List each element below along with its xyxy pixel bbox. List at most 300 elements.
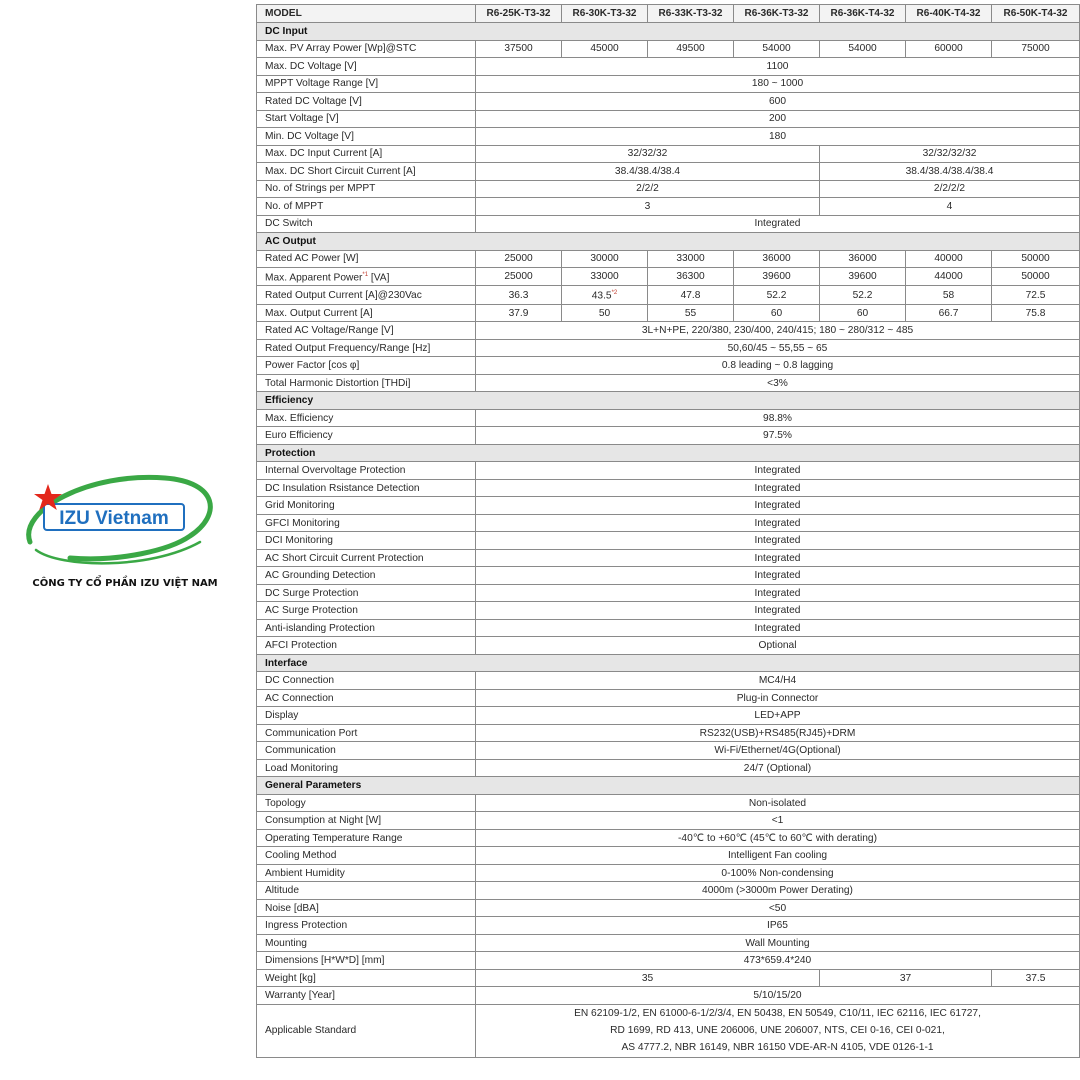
spec-value [476, 180, 820, 198]
spec-label [257, 514, 476, 532]
spec-label-text: Rated Output Frequency/Range [Hz] [265, 342, 431, 354]
spec-value [476, 286, 562, 304]
section-header-row [257, 392, 1080, 410]
spec-value-text: 45000 [590, 43, 619, 55]
spec-label-text: Rated AC Power [W] [265, 253, 359, 265]
spec-value [476, 304, 562, 322]
spec-label [257, 742, 476, 760]
spec-row [257, 707, 1080, 725]
spec-value [562, 268, 648, 286]
spec-label-text: Internal Overvoltage Protection [265, 465, 406, 477]
spec-value-text: 60 [770, 307, 783, 319]
spec-value [476, 969, 820, 987]
spec-label-text: DC Switch [265, 218, 313, 230]
spec-label-text: Communication Port [265, 727, 358, 739]
spec-row [257, 899, 1080, 917]
spec-label [257, 40, 476, 58]
spec-row [257, 602, 1080, 620]
spec-value-line: RD 1699, RD 413, UNE 206006, UNE 206007, NTS, CEI 0-16, CEI 0-021, [610, 1025, 945, 1037]
spec-value [992, 969, 1080, 987]
spec-label [257, 899, 476, 917]
spec-value [648, 250, 734, 268]
company-name: CÔNG TY CỔ PHẦN IZU VIỆT NAM [32, 578, 218, 589]
spec-row [257, 286, 1080, 304]
spec-label [257, 619, 476, 637]
spec-label [257, 286, 476, 304]
spec-value [476, 462, 1080, 480]
spec-value [476, 637, 1080, 655]
spec-value-text: 5/10/15/20 [753, 990, 802, 1002]
spec-label-text: Rated Output Current [A]@230Vac [265, 289, 422, 301]
spec-value-text: Non-isolated [748, 797, 807, 809]
spec-value-text: LED+APP [754, 710, 801, 722]
spec-label-text: Anti-islanding Protection [265, 622, 375, 634]
spec-value-text: Integrated [754, 500, 801, 512]
spec-label-text: Operating Temperature Range [265, 832, 403, 844]
spec-label-text: Weight [kg] [265, 972, 316, 984]
spec-row [257, 742, 1080, 760]
model-name: R6-36K-T4-32 [820, 5, 906, 23]
spec-value [476, 864, 1080, 882]
spec-value-text: 49500 [676, 43, 705, 55]
spec-label [257, 707, 476, 725]
spec-value-text: 0-100% Non-condensing [721, 867, 834, 879]
model-name: R6-33K-T3-32 [648, 5, 734, 23]
model-name: R6-50K-T4-32 [992, 5, 1080, 23]
spec-value [562, 304, 648, 322]
spec-label [257, 934, 476, 952]
spec-value [820, 163, 1080, 181]
spec-label [257, 374, 476, 392]
spec-row [257, 304, 1080, 322]
spec-value-text: 50 [598, 307, 611, 319]
spec-label [257, 549, 476, 567]
spec-label-text: MPPT Voltage Range [V] [265, 78, 379, 90]
spec-value-text: <3% [767, 377, 788, 389]
spec-value [476, 847, 1080, 865]
spec-row [257, 567, 1080, 585]
spec-label-text: Max. PV Array Power [Wp]@STC [265, 43, 417, 55]
spec-value [476, 58, 1080, 76]
spec-label [257, 215, 476, 233]
spec-value [476, 374, 1080, 392]
section-header-row [257, 444, 1080, 462]
spec-row [257, 58, 1080, 76]
logo-graphic [0, 470, 256, 580]
spec-value [562, 286, 648, 304]
spec-value [906, 286, 992, 304]
footnote-marker: *2 [611, 290, 618, 297]
spec-label [257, 339, 476, 357]
spec-value-text: 25000 [504, 253, 533, 265]
spec-label-text: Noise [dBA] [265, 902, 319, 914]
spec-value-text: 36300 [676, 271, 705, 283]
spec-label-text: Grid Monitoring [265, 500, 335, 512]
spec-label-text: AC Short Circuit Current Protection [265, 552, 424, 564]
spec-label-text: AFCI Protection [265, 640, 337, 652]
spec-value-text: Integrated [754, 605, 801, 617]
spec-label-text: DC Connection [265, 675, 335, 687]
spec-label [257, 987, 476, 1005]
spec-value-text: Wi-Fi/Ethernet/4G(Optional) [714, 745, 841, 757]
model-name: R6-40K-T4-32 [906, 5, 992, 23]
spec-label-text: Euro Efficiency [265, 430, 333, 442]
spec-value [476, 952, 1080, 970]
spec-value-text: 50000 [1021, 271, 1050, 283]
spec-row [257, 322, 1080, 340]
spec-value-text: 44000 [934, 271, 963, 283]
spec-label [257, 497, 476, 515]
spec-label [257, 304, 476, 322]
spec-label-text: Max. DC Short Circuit Current [A] [265, 165, 416, 177]
spec-value [648, 268, 734, 286]
spec-value [820, 268, 906, 286]
model-label: MODEL [257, 5, 476, 23]
spec-value-text: 2/2/2 [636, 183, 659, 195]
spec-value [476, 75, 1080, 93]
spec-label-text: Mounting [265, 937, 307, 949]
spec-value-text: Wall Mounting [745, 937, 810, 949]
spec-label [257, 812, 476, 830]
spec-label [257, 952, 476, 970]
spec-value [476, 619, 1080, 637]
spec-value [734, 286, 820, 304]
spec-label-text: Ingress Protection [265, 920, 348, 932]
spec-label [257, 357, 476, 375]
spec-row [257, 637, 1080, 655]
spec-value-text: 36.3 [508, 289, 529, 301]
spec-value-text: Integrated [754, 218, 801, 230]
spec-value [476, 759, 1080, 777]
spec-value-text: 600 [769, 95, 786, 107]
spec-label [257, 794, 476, 812]
spec-value-text: Intelligent Fan cooling [727, 850, 828, 862]
spec-value-text: 39600 [848, 271, 877, 283]
spec-value [476, 93, 1080, 111]
spec-label-text: No. of Strings per MPPT [265, 183, 376, 195]
spec-value-line: EN 62109-1/2, EN 61000-6-1/2/3/4, EN 50438, EN 50549, C10/11, IEC 62116, IEC 61727, [574, 1008, 981, 1020]
spec-row [257, 759, 1080, 777]
spec-value [476, 934, 1080, 952]
spec-value-text: 55 [684, 307, 697, 319]
spec-label [257, 584, 476, 602]
spec-row [257, 145, 1080, 163]
spec-row [257, 427, 1080, 445]
spec-label [257, 268, 476, 286]
spec-label [257, 250, 476, 268]
spec-row [257, 934, 1080, 952]
model-header-row [257, 5, 1080, 23]
spec-label [257, 829, 476, 847]
spec-value-text: 75.8 [1025, 307, 1046, 319]
spec-value-text: 2/2/2/2 [933, 183, 966, 195]
spec-row [257, 128, 1080, 146]
spec-label-text: Max. Efficiency [265, 412, 334, 424]
spec-value [734, 304, 820, 322]
spec-value-text: Integrated [754, 570, 801, 582]
spec-value [820, 40, 906, 58]
spec-value-text: 38.4/38.4/38.4 [614, 165, 681, 177]
section-header-row [257, 777, 1080, 795]
spec-value-text: 50,60/45 ~ 55,55 ~ 65 [727, 342, 828, 354]
spec-value-text: 33000 [590, 271, 619, 283]
spec-row [257, 462, 1080, 480]
spec-value [648, 304, 734, 322]
spec-value-text: Integrated [754, 517, 801, 529]
spec-row [257, 864, 1080, 882]
spec-row [257, 847, 1080, 865]
spec-value [476, 479, 1080, 497]
spec-row [257, 882, 1080, 900]
spec-label [257, 58, 476, 76]
spec-label-text: No. of MPPT [265, 200, 324, 212]
spec-label-text: GFCI Monitoring [265, 517, 340, 529]
section-title: Interface [257, 654, 1080, 672]
spec-value [820, 250, 906, 268]
spec-value-text: 4 [946, 200, 953, 212]
spec-label-text: Max. DC Voltage [V] [265, 60, 357, 72]
spec-value [476, 707, 1080, 725]
spec-label [257, 198, 476, 216]
spec-value-text: 47.8 [680, 289, 701, 301]
spec-label [257, 917, 476, 935]
spec-value-text: 37 [899, 972, 912, 984]
spec-value [476, 497, 1080, 515]
spec-value [476, 742, 1080, 760]
spec-label-text: Display [265, 710, 299, 722]
spec-value-text: 473*659.4*240 [743, 955, 812, 967]
spec-value-text: Integrated [754, 552, 801, 564]
spec-label-text: Rated DC Voltage [V] [265, 95, 362, 107]
spec-row [257, 584, 1080, 602]
spec-value [992, 304, 1080, 322]
spec-label-text: DC Insulation Rsistance Detection [265, 482, 420, 494]
spec-row [257, 829, 1080, 847]
model-name: R6-30K-T3-32 [562, 5, 648, 23]
spec-row [257, 549, 1080, 567]
spec-label-text: Communication [265, 745, 336, 757]
spec-label-text: Power Factor [cos φ] [265, 360, 360, 372]
spec-value-text: 36000 [848, 253, 877, 265]
spec-value-text: Integrated [754, 622, 801, 634]
spec-value [476, 584, 1080, 602]
spec-value [476, 829, 1080, 847]
section-header-row [257, 654, 1080, 672]
spec-value-text: 25000 [504, 271, 533, 283]
spec-label [257, 689, 476, 707]
spec-value-text: 75000 [1021, 43, 1050, 55]
spec-value-text: 72.5 [1025, 289, 1046, 301]
spec-label [257, 847, 476, 865]
spec-label-text: AC Grounding Detection [265, 570, 376, 582]
spec-value [648, 40, 734, 58]
spec-value [476, 514, 1080, 532]
spec-value-text: 24/7 (Optional) [743, 762, 812, 774]
spec-label [257, 93, 476, 111]
section-title: DC Input [257, 23, 1080, 41]
spec-row [257, 479, 1080, 497]
spec-value-text: 60000 [934, 43, 963, 55]
spec-value-text: 4000m (>3000m Power Derating) [702, 885, 853, 897]
spec-value-text: <1 [771, 815, 784, 827]
spec-value [562, 40, 648, 58]
spec-label [257, 462, 476, 480]
spec-value-text: 3 [644, 200, 651, 212]
spec-row [257, 268, 1080, 286]
spec-value [476, 145, 820, 163]
spec-value-text: 37.9 [508, 307, 529, 319]
section-title: Protection [257, 444, 1080, 462]
section-header-row [257, 233, 1080, 251]
spec-row [257, 163, 1080, 181]
spec-value-text: 32/32/32 [627, 148, 668, 160]
spec-value [992, 268, 1080, 286]
spec-value [734, 250, 820, 268]
spec-label-text: Dimensions [H*W*D] [mm] [265, 955, 385, 967]
spec-label-text: Total Harmonic Distortion [THDi] [265, 377, 411, 389]
spec-table [256, 4, 1080, 1058]
spec-value-text: 33000 [676, 253, 705, 265]
spec-value [476, 689, 1080, 707]
section-title: AC Output [257, 233, 1080, 251]
spec-value [820, 198, 1080, 216]
spec-row [257, 689, 1080, 707]
spec-value-line: AS 4777.2, NBR 16149, NBR 16150 VDE-AR-N 4105, VDE 0126-1-1 [621, 1042, 934, 1054]
spec-row [257, 75, 1080, 93]
spec-value-text: MC4/H4 [758, 675, 797, 687]
spec-value [476, 1004, 1080, 1057]
spec-row [257, 93, 1080, 111]
spec-value [820, 286, 906, 304]
spec-label-text: Warranty [Year] [265, 990, 336, 1002]
spec-label [257, 128, 476, 146]
spec-row [257, 374, 1080, 392]
spec-value [476, 215, 1080, 233]
spec-value-text: 98.8% [763, 412, 792, 424]
spec-value-text: 1100 [766, 60, 789, 72]
spec-label [257, 1004, 476, 1057]
spec-label-text: AC Connection [265, 692, 334, 704]
spec-value-text: 40000 [934, 253, 963, 265]
spec-value-text: 35 [641, 972, 654, 984]
spec-label [257, 110, 476, 128]
company-logo [0, 470, 256, 600]
spec-label-text: Cooling Method [265, 850, 337, 862]
logo-brand-text: IZU Vietnam [59, 508, 169, 529]
spec-label [257, 145, 476, 163]
spec-value [476, 198, 820, 216]
spec-label-text: Topology [265, 797, 306, 809]
spec-value [476, 672, 1080, 690]
spec-label-text: Rated AC Voltage/Range [V] [265, 325, 394, 337]
spec-label-text: Min. DC Voltage [V] [265, 130, 354, 142]
spec-label [257, 724, 476, 742]
spec-label [257, 567, 476, 585]
spec-label [257, 637, 476, 655]
spec-label [257, 532, 476, 550]
spec-value-text: 200 [769, 113, 786, 125]
spec-label [257, 672, 476, 690]
spec-value-text: 3L+N+PE, 220/380, 230/400, 240/415; 180 ~ 280/312 ~ 485 [641, 325, 914, 337]
spec-value-text: 39600 [762, 271, 791, 283]
spec-value [476, 250, 562, 268]
spec-value [476, 794, 1080, 812]
spec-value-text: 97.5% [763, 430, 792, 442]
spec-value-text: Optional [758, 640, 797, 652]
spec-label-text: DC Surge Protection [265, 587, 359, 599]
spec-value [734, 40, 820, 58]
spec-value-text: 37.5 [1025, 972, 1046, 984]
spec-value-text: 58 [942, 289, 955, 301]
footnote-marker: *1 [362, 272, 369, 278]
spec-label [257, 759, 476, 777]
spec-value [476, 339, 1080, 357]
spec-label-text: Max. Apparent Power [265, 272, 363, 284]
spec-label [257, 180, 476, 198]
spec-label-unit: [VA] [368, 272, 390, 284]
spec-value [476, 110, 1080, 128]
spec-value-text: 54000 [848, 43, 877, 55]
section-title: Efficiency [257, 392, 1080, 410]
spec-value-text: 52.2 [766, 289, 787, 301]
model-name: R6-25K-T3-32 [476, 5, 562, 23]
spec-row [257, 987, 1080, 1005]
spec-row [257, 40, 1080, 58]
spec-table-body [257, 5, 1080, 1058]
spec-value-text: 52.2 [852, 289, 873, 301]
spec-label-text: Load Monitoring [265, 762, 339, 774]
spec-value [476, 427, 1080, 445]
spec-label-text: Max. DC Input Current [A] [265, 148, 383, 160]
spec-value [476, 409, 1080, 427]
spec-value-text: 37500 [504, 43, 533, 55]
spec-label-text: Start Voltage [V] [265, 113, 339, 125]
spec-row [257, 357, 1080, 375]
spec-value [476, 40, 562, 58]
spec-value [476, 602, 1080, 620]
spec-row [257, 794, 1080, 812]
spec-value [992, 40, 1080, 58]
spec-row [257, 409, 1080, 427]
spec-value [906, 40, 992, 58]
spec-value [476, 917, 1080, 935]
spec-value [820, 969, 992, 987]
spec-label [257, 427, 476, 445]
spec-value-text: Integrated [754, 482, 801, 494]
spec-value-text: Integrated [754, 587, 801, 599]
spec-value [820, 304, 906, 322]
spec-row [257, 724, 1080, 742]
spec-value [734, 268, 820, 286]
spec-label [257, 75, 476, 93]
spec-value-text: IP65 [767, 920, 788, 932]
spec-value [476, 812, 1080, 830]
spec-row [257, 514, 1080, 532]
spec-value [476, 128, 1080, 146]
spec-row [257, 619, 1080, 637]
spec-row [257, 532, 1080, 550]
spec-value-text: 36000 [762, 253, 791, 265]
spec-label [257, 479, 476, 497]
spec-value-text: -40℃ to +60℃ (45℃ to 60℃ with derating) [678, 832, 877, 844]
spec-value-text: Integrated [754, 465, 801, 477]
spec-row [257, 215, 1080, 233]
spec-label-text: Consumption at Night [W] [265, 815, 382, 827]
spec-value [476, 899, 1080, 917]
spec-value [476, 357, 1080, 375]
spec-label [257, 602, 476, 620]
spec-value [820, 180, 1080, 198]
